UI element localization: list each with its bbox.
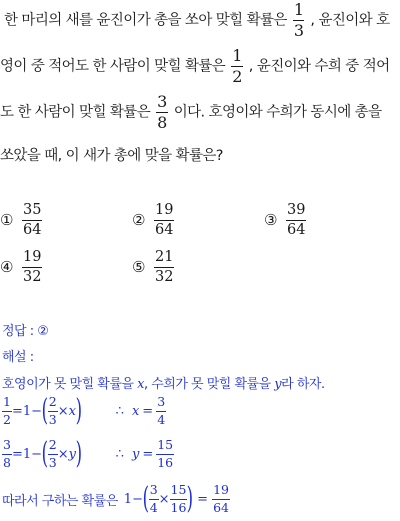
question-text: 도 한 사람이 맞힐 확률은	[0, 104, 151, 121]
fraction-numerator: 3	[149, 482, 158, 497]
fraction-numerator: 2	[48, 394, 57, 409]
equals-sign: =	[197, 491, 209, 507]
fraction-numerator: 19	[23, 249, 42, 265]
one-minus: =1−	[11, 403, 43, 419]
fraction-numerator: 21	[155, 249, 174, 265]
fraction-result	[156, 396, 166, 426]
question-text: 쏘았을 때, 이 새가 총에 맞을 확률은?	[0, 148, 223, 164]
fraction-numerator: 19	[155, 202, 174, 218]
fraction-one-half	[231, 48, 243, 85]
fraction-a	[149, 484, 159, 514]
fraction-denominator: 64	[23, 221, 42, 238]
therefore-symbol: ∴	[115, 446, 124, 462]
choice-fraction	[154, 203, 174, 237]
choice-1[interactable]	[0, 203, 42, 237]
choice-mark: ③	[264, 211, 278, 229]
fraction-numerator: 35	[23, 202, 42, 218]
equation-1	[2, 393, 166, 428]
fraction-numerator: 15	[170, 482, 187, 497]
fraction-result	[156, 439, 174, 469]
solution-intro	[2, 373, 325, 392]
answer-line	[2, 320, 48, 339]
variable-y: y	[274, 377, 282, 392]
solution-text: 라 하자.	[281, 377, 325, 392]
right-paren: )	[75, 393, 83, 428]
fraction-numerator: 19	[213, 482, 229, 497]
fraction-b	[170, 484, 188, 514]
solution-text: 호영이가 못 맞힐 확률을	[2, 377, 134, 392]
fraction-numerator: 3	[3, 437, 11, 452]
left-paren: (	[41, 393, 49, 428]
question-text: 이다. 호영이와 수희가 동시에 총을	[173, 104, 382, 121]
choice-mark: ⑤	[132, 258, 146, 276]
equals-sign: =	[142, 403, 154, 419]
question-line-3	[0, 94, 381, 131]
fraction-lhs	[2, 396, 12, 426]
variable-x: x	[137, 377, 144, 392]
equals-sign: =	[142, 446, 154, 462]
question-text: , 윤진이와 수희 중 적어	[248, 58, 390, 75]
fraction-numerator: 15	[157, 437, 174, 452]
choice-5[interactable]	[132, 250, 174, 284]
choice-fraction	[22, 250, 42, 284]
choice-2[interactable]	[132, 203, 174, 237]
choice-fraction	[22, 203, 42, 237]
choice-fraction	[286, 203, 306, 237]
variable-y: y	[68, 446, 76, 462]
fraction-result	[212, 484, 230, 514]
right-paren: )	[187, 481, 194, 516]
one-minus: 1−	[123, 491, 143, 507]
fraction-numerator: 39	[287, 202, 306, 218]
times-sign: ×	[158, 491, 170, 507]
question-line-4	[0, 144, 223, 165]
fraction-denominator: 3	[293, 21, 304, 40]
right-paren: )	[75, 436, 83, 471]
left-paren: (	[142, 481, 150, 516]
fraction-numerator: 3	[157, 394, 166, 409]
fraction-denominator: 8	[3, 454, 11, 470]
question-text: 영이 중 적어도 한 사람이 맞힐 확률은	[0, 58, 226, 75]
choice-mark: ②	[132, 211, 146, 229]
fraction-inner	[48, 439, 58, 469]
choice-4[interactable]	[0, 250, 42, 284]
fraction-numerator: 2	[48, 437, 57, 452]
fraction-one-third	[293, 2, 305, 39]
choice-mark: ①	[0, 211, 14, 229]
fraction-numerator: 1	[232, 46, 242, 65]
final-result	[2, 481, 230, 516]
fraction-denominator: 64	[155, 221, 174, 238]
fraction-denominator: 3	[48, 411, 57, 427]
fraction-denominator: 64	[287, 221, 306, 238]
solution-heading: 해설 :	[2, 350, 34, 365]
fraction-denominator: 3	[48, 454, 57, 470]
question-text: , 윤진이와 호	[310, 12, 390, 29]
variable-x: x	[131, 403, 140, 419]
equation-2	[2, 436, 174, 471]
answer-label: 정답 :	[2, 324, 34, 339]
question-line-2	[0, 48, 390, 85]
fraction-denominator: 16	[157, 454, 174, 470]
fraction-inner	[48, 396, 58, 426]
fraction-denominator: 8	[157, 113, 167, 132]
fraction-lhs	[2, 439, 12, 469]
question-text: 한 마리의 새를 윤진이가 총을 쏘아 맞힐 확률은	[4, 12, 287, 29]
fraction-denominator: 16	[170, 499, 187, 515]
one-minus: =1−	[11, 446, 43, 462]
fraction-denominator: 2	[232, 67, 242, 86]
times-sign: ×	[57, 446, 69, 462]
fraction-numerator: 3	[157, 92, 167, 111]
choice-mark: ④	[0, 258, 14, 276]
variable-y: y	[131, 446, 140, 462]
question-line-1	[4, 2, 389, 39]
fraction-numerator: 1	[293, 0, 304, 19]
fraction-numerator: 1	[3, 394, 11, 409]
variable-x: x	[68, 403, 76, 419]
solution-text: 따라서 구하는 확률은	[2, 493, 118, 509]
fraction-denominator: 4	[149, 499, 158, 515]
fraction-denominator: 2	[3, 411, 11, 427]
choice-3[interactable]	[264, 203, 306, 237]
therefore-symbol: ∴	[115, 403, 124, 419]
fraction-denominator: 4	[157, 411, 166, 427]
solution-text: , 수희가 못 맞힐 확률을	[143, 377, 271, 392]
times-sign: ×	[57, 403, 69, 419]
fraction-denominator: 32	[155, 268, 174, 285]
choice-fraction	[154, 250, 174, 284]
fraction-denominator: 32	[23, 268, 42, 285]
fraction-denominator: 64	[213, 499, 229, 515]
left-paren: (	[41, 436, 49, 471]
answer-mark: ②	[37, 324, 49, 339]
fraction-three-eighths	[156, 94, 168, 131]
